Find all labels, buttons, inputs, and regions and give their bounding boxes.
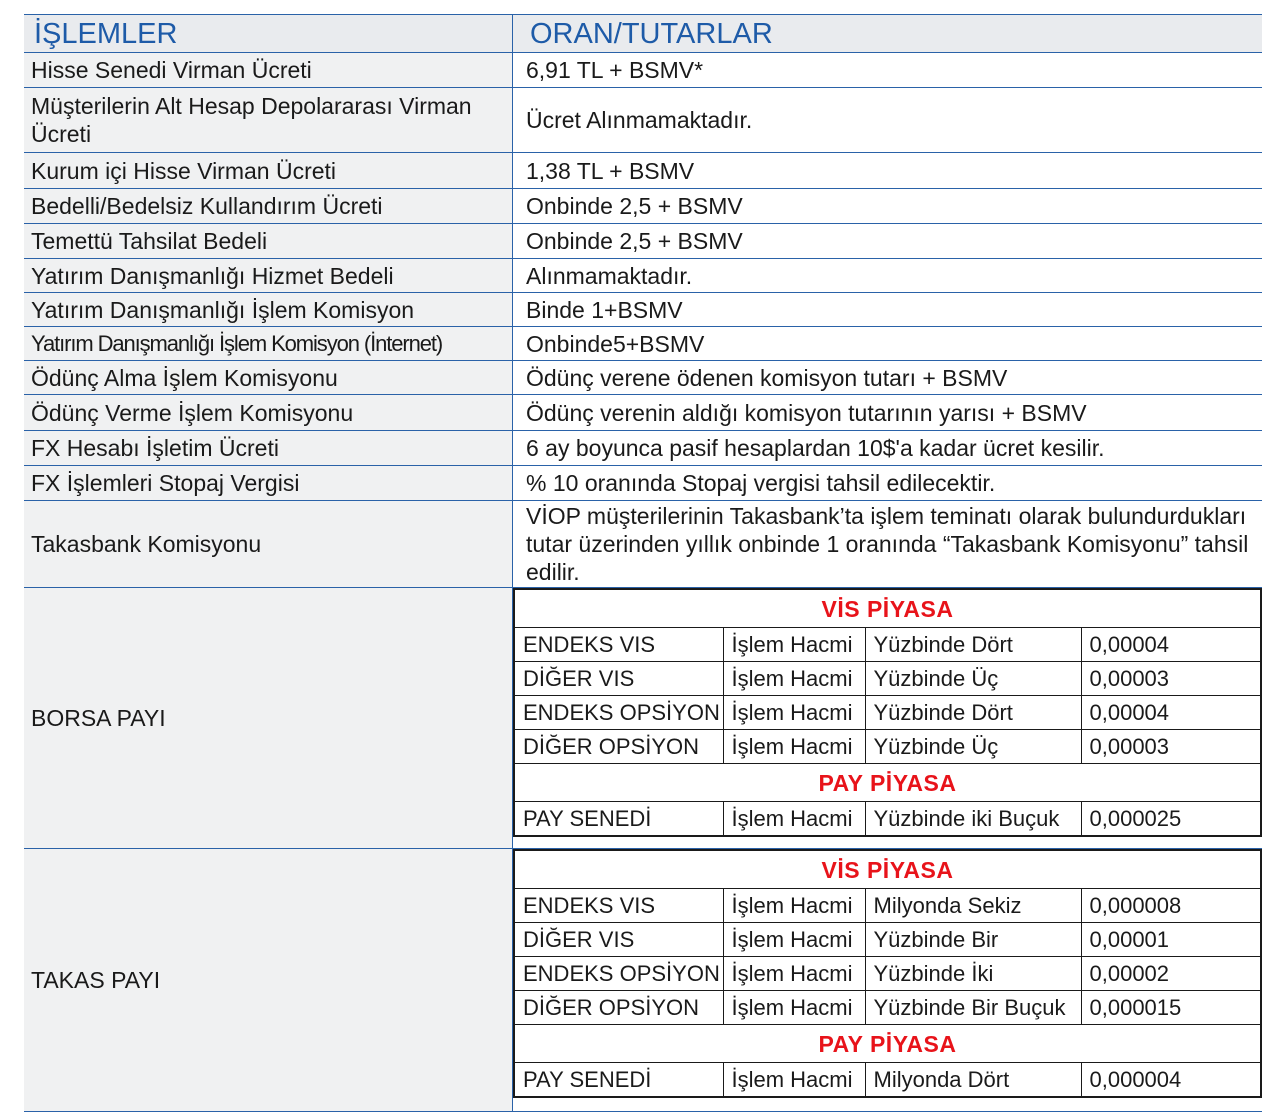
row-value: Onbinde 2,5 + BSMV bbox=[513, 224, 1263, 259]
basis-cell: İşlem Hacmi bbox=[723, 889, 865, 923]
row-label: FX Hesabı İşletim Ücreti bbox=[24, 431, 513, 466]
row-value: VİOP müşterilerinin Takasbank’ta işlem teminatı olarak bulundurdukları tutar üzerinden yıllık onbinde 1 oranında “Takasbank Komisyonu” tahsil edilir. bbox=[513, 501, 1263, 588]
takas-payi-rate-table bbox=[513, 849, 1262, 1098]
basis-cell: İşlem Hacmi bbox=[723, 730, 865, 764]
product-cell: DİĞER OPSİYON bbox=[514, 730, 723, 764]
borsa-payi-label: BORSA PAYI bbox=[24, 588, 513, 849]
row-label: Ödünç Verme İşlem Komisyonu bbox=[24, 395, 513, 431]
row-value: Onbinde5+BSMV bbox=[513, 327, 1263, 361]
rate-text-cell: Yüzbinde Dört bbox=[865, 628, 1081, 662]
table-row bbox=[514, 957, 1261, 991]
section-title-row bbox=[514, 850, 1261, 889]
row-label: Bedelli/Bedelsiz Kullandırım Ücreti bbox=[24, 189, 513, 224]
table-row bbox=[24, 361, 1262, 395]
product-cell: DİĞER OPSİYON bbox=[514, 991, 723, 1025]
basis-cell: İşlem Hacmi bbox=[723, 696, 865, 730]
table-row bbox=[24, 466, 1262, 501]
table-row bbox=[514, 628, 1261, 662]
rate-text-cell: Yüzbinde iki Buçuk bbox=[865, 802, 1081, 837]
row-label: Kurum içi Hisse Virman Ücreti bbox=[24, 153, 513, 189]
rate-cell: 0,00004 bbox=[1081, 628, 1261, 662]
table-row bbox=[24, 431, 1262, 466]
row-label: Ödünç Alma İşlem Komisyonu bbox=[24, 361, 513, 395]
row-value: Ücret Alınmamaktadır. bbox=[513, 88, 1263, 153]
row-value: 6 ay boyunca pasif hesaplardan 10$'a kadar ücret kesilir. bbox=[513, 431, 1263, 466]
borsa-payi-rate-table bbox=[513, 588, 1262, 837]
row-value: Onbinde 2,5 + BSMV bbox=[513, 189, 1263, 224]
table-row bbox=[24, 259, 1262, 293]
table-row bbox=[24, 327, 1262, 361]
table-row bbox=[514, 802, 1261, 837]
product-cell: DİĞER VIS bbox=[514, 923, 723, 957]
vis-piyasa-title: VİS PİYASA bbox=[514, 589, 1261, 628]
table-row bbox=[514, 730, 1261, 764]
rate-text-cell: Yüzbinde Bir bbox=[865, 923, 1081, 957]
table-row bbox=[24, 224, 1262, 259]
rate-cell: 0,000025 bbox=[1081, 802, 1261, 837]
rate-cell: 0,00004 bbox=[1081, 696, 1261, 730]
table-row bbox=[514, 696, 1261, 730]
vis-piyasa-title: VİS PİYASA bbox=[514, 850, 1261, 889]
section-title-row bbox=[514, 1025, 1261, 1063]
pay-piyasa-title: PAY PİYASA bbox=[514, 1025, 1261, 1063]
row-label: Yatırım Danışmanlığı Hizmet Bedeli bbox=[24, 259, 513, 293]
product-cell: PAY SENEDİ bbox=[514, 1063, 723, 1098]
rate-text-cell: Milyonda Dört bbox=[865, 1063, 1081, 1098]
takas-payi-row bbox=[24, 849, 1262, 1112]
takas-payi-label: TAKAS PAYI bbox=[24, 849, 513, 1112]
row-label: Yatırım Danışmanlığı İşlem Komisyon bbox=[24, 293, 513, 327]
table-row bbox=[24, 189, 1262, 224]
product-cell: PAY SENEDİ bbox=[514, 802, 723, 837]
table-row bbox=[24, 53, 1262, 88]
row-value: Ödünç verenin aldığı komisyon tutarının yarısı + BSMV bbox=[513, 395, 1263, 431]
table-row bbox=[24, 395, 1262, 431]
product-cell: ENDEKS OPSİYON bbox=[514, 696, 723, 730]
table-row bbox=[514, 923, 1261, 957]
section-title-row bbox=[514, 764, 1261, 802]
row-value: 6,91 TL + BSMV* bbox=[513, 53, 1263, 88]
table-row bbox=[24, 501, 1262, 588]
borsa-payi-cell bbox=[513, 588, 1263, 849]
basis-cell: İşlem Hacmi bbox=[723, 1063, 865, 1098]
table-row bbox=[24, 153, 1262, 189]
table-row bbox=[514, 991, 1261, 1025]
takas-payi-cell bbox=[513, 849, 1263, 1112]
product-cell: DİĞER VIS bbox=[514, 662, 723, 696]
section-title-row bbox=[514, 589, 1261, 628]
rate-cell: 0,00003 bbox=[1081, 662, 1261, 696]
basis-cell: İşlem Hacmi bbox=[723, 957, 865, 991]
basis-cell: İşlem Hacmi bbox=[723, 628, 865, 662]
rate-text-cell: Milyonda Sekiz bbox=[865, 889, 1081, 923]
header-operations: İŞLEMLER bbox=[24, 15, 513, 53]
rate-cell: 0,000004 bbox=[1081, 1063, 1261, 1098]
basis-cell: İşlem Hacmi bbox=[723, 662, 865, 696]
table-row bbox=[24, 88, 1262, 153]
borsa-payi-row bbox=[24, 588, 1262, 849]
row-value: Alınmamaktadır. bbox=[513, 259, 1263, 293]
basis-cell: İşlem Hacmi bbox=[723, 802, 865, 837]
product-cell: ENDEKS VIS bbox=[514, 628, 723, 662]
row-label: Yatırım Danışmanlığı İşlem Komisyon (İnternet) bbox=[24, 327, 513, 361]
fee-table bbox=[24, 14, 1262, 1112]
header-rates: ORAN/TUTARLAR bbox=[513, 15, 1263, 53]
row-label: Temettü Tahsilat Bedeli bbox=[24, 224, 513, 259]
row-label: FX İşlemleri Stopaj Vergisi bbox=[24, 466, 513, 501]
row-value: % 10 oranında Stopaj vergisi tahsil edilecektir. bbox=[513, 466, 1263, 501]
rate-text-cell: Yüzbinde Dört bbox=[865, 696, 1081, 730]
rate-cell: 0,00001 bbox=[1081, 923, 1261, 957]
rate-cell: 0,000008 bbox=[1081, 889, 1261, 923]
row-label: Müşterilerin Alt Hesap Depolararası Virman Ücreti bbox=[24, 88, 513, 153]
rate-cell: 0,000015 bbox=[1081, 991, 1261, 1025]
table-row bbox=[514, 1063, 1261, 1098]
table-header-row bbox=[24, 15, 1262, 53]
product-cell: ENDEKS OPSİYON bbox=[514, 957, 723, 991]
product-cell: ENDEKS VIS bbox=[514, 889, 723, 923]
row-value: Binde 1+BSMV bbox=[513, 293, 1263, 327]
row-label: Takasbank Komisyonu bbox=[24, 501, 513, 588]
rate-text-cell: Yüzbinde Bir Buçuk bbox=[865, 991, 1081, 1025]
table-row bbox=[514, 889, 1261, 923]
rate-text-cell: Yüzbinde Üç bbox=[865, 662, 1081, 696]
table-row bbox=[24, 293, 1262, 327]
pay-piyasa-title: PAY PİYASA bbox=[514, 764, 1261, 802]
rate-text-cell: Yüzbinde İki bbox=[865, 957, 1081, 991]
row-label: Hisse Senedi Virman Ücreti bbox=[24, 53, 513, 88]
basis-cell: İşlem Hacmi bbox=[723, 923, 865, 957]
rate-text-cell: Yüzbinde Üç bbox=[865, 730, 1081, 764]
row-value: Ödünç verene ödenen komisyon tutarı + BSMV bbox=[513, 361, 1263, 395]
rate-cell: 0,00002 bbox=[1081, 957, 1261, 991]
rate-cell: 0,00003 bbox=[1081, 730, 1261, 764]
basis-cell: İşlem Hacmi bbox=[723, 991, 865, 1025]
row-value: 1,38 TL + BSMV bbox=[513, 153, 1263, 189]
table-row bbox=[514, 662, 1261, 696]
